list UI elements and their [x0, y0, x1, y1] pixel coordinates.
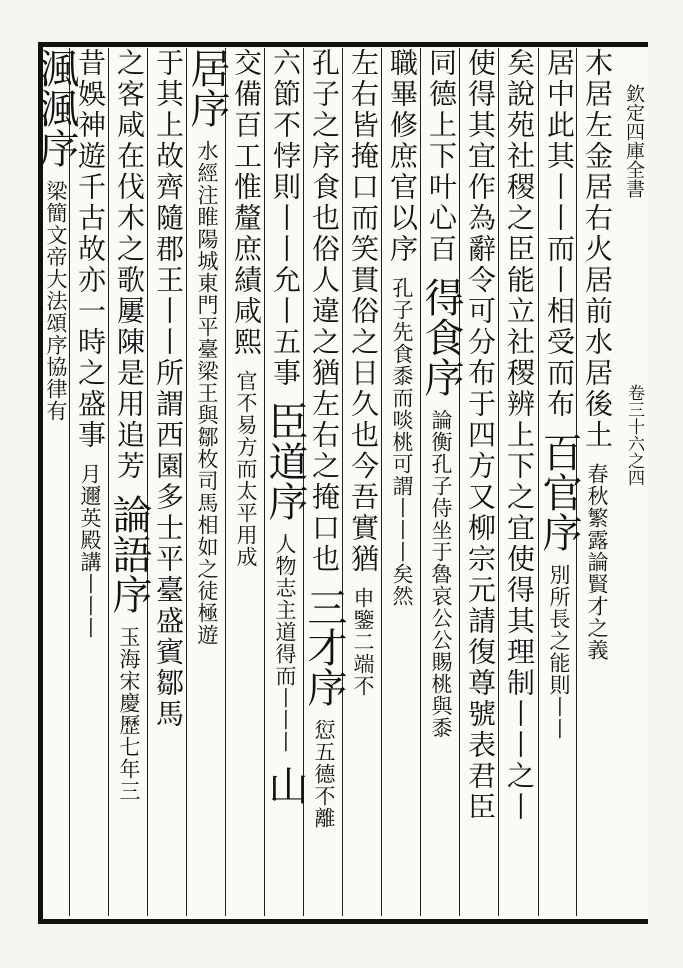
text-column-12: [147, 48, 188, 916]
fishtail-mark: [616, 44, 652, 884]
col9-text: 六節不悖則丨丨允丨五事: [269, 48, 302, 389]
col3-text: 矣說苑社稷之臣能立社稷辨上下之宜使得其理制丨丨之丨: [503, 48, 536, 823]
col8-note: 愆五德不離: [312, 718, 336, 829]
col13-text: 之客咸在伐木之歌屢陳是用追芳: [113, 48, 146, 482]
col9-end: 山: [262, 764, 308, 805]
col5-text: 同德上下叶心百: [425, 48, 458, 265]
col9-note: 人物志主道得而丨丨丨: [273, 532, 297, 753]
col5-note: 論衡孔子侍坐于魯哀公公賜桃與黍: [429, 408, 453, 739]
col12-text: 于其上故齊隨郡王丨丨所謂西園多士平臺盛賓鄒馬: [152, 48, 185, 730]
text-column-2: [536, 48, 582, 916]
col10-text: 交備百工惟釐庶績咸熙: [230, 48, 263, 358]
text-column-15: [33, 48, 79, 916]
book-title: 欽定四庫全書: [623, 84, 645, 198]
text-column-7: [342, 48, 383, 916]
col10-note: 官不易方而太平用成: [234, 369, 258, 568]
col13-heading: 論語序: [106, 493, 152, 614]
col14-text: 昔娛神遊千古故亦一時之盛事: [74, 48, 107, 451]
col5-heading: 得食序: [418, 276, 464, 397]
col7-text: 左右皆掩口而笑貫俗之日久也今吾實猶: [347, 48, 380, 575]
col8-text: 孔子之序食也俗人違之猶左右之掩口也: [308, 48, 341, 575]
col7-note: 申鑒二端不: [351, 586, 375, 697]
text-column-8: [301, 48, 347, 916]
text-column-4: [459, 48, 500, 916]
col2-note: 別所長之能則丨丨: [547, 563, 571, 740]
col1-note: 春秋繁露論賢才之義: [585, 462, 609, 661]
col6-text: 職畢修庶官以序: [386, 48, 419, 265]
text-column-10: [225, 48, 266, 916]
text-column-6: [381, 48, 422, 916]
col13-note: 玉海宋慶歷七年三: [117, 625, 141, 802]
col9-heading: 臣道序: [262, 400, 308, 521]
col8-heading: 三才序: [301, 586, 347, 707]
col1-text: 木居左金居右火居前水居後土: [581, 48, 614, 451]
text-column-5: [418, 48, 464, 916]
text-column-13: [106, 48, 152, 916]
volume-label: 卷三十六之四: [624, 384, 644, 486]
col15-heading: 渢渢序: [33, 48, 79, 168]
text-column-1: [576, 48, 617, 916]
col2-heading: 百官序: [536, 431, 582, 552]
col6-note: 孔子先食黍而啖桃可謂丨丨丨矣然: [390, 276, 414, 607]
text-column-9: [262, 48, 308, 916]
col14-note: 月邇英殿講丨丨丨: [78, 462, 102, 639]
col11-heading: 居序: [184, 48, 230, 128]
col11-note: 水經注睢陽城東門平臺梁王與鄒枚司馬相如之徒極遊: [195, 139, 219, 646]
col2-text: 居中此其丨丨而丨相受而布: [543, 48, 576, 420]
col15-note: 梁簡文帝大法頌序協律有: [44, 179, 68, 422]
col4-text: 使得其宜作為辭令可分布于四方又柳宗元請復尊號表君臣: [464, 48, 497, 823]
text-column-3: [498, 48, 539, 916]
text-column-11: [184, 48, 230, 916]
